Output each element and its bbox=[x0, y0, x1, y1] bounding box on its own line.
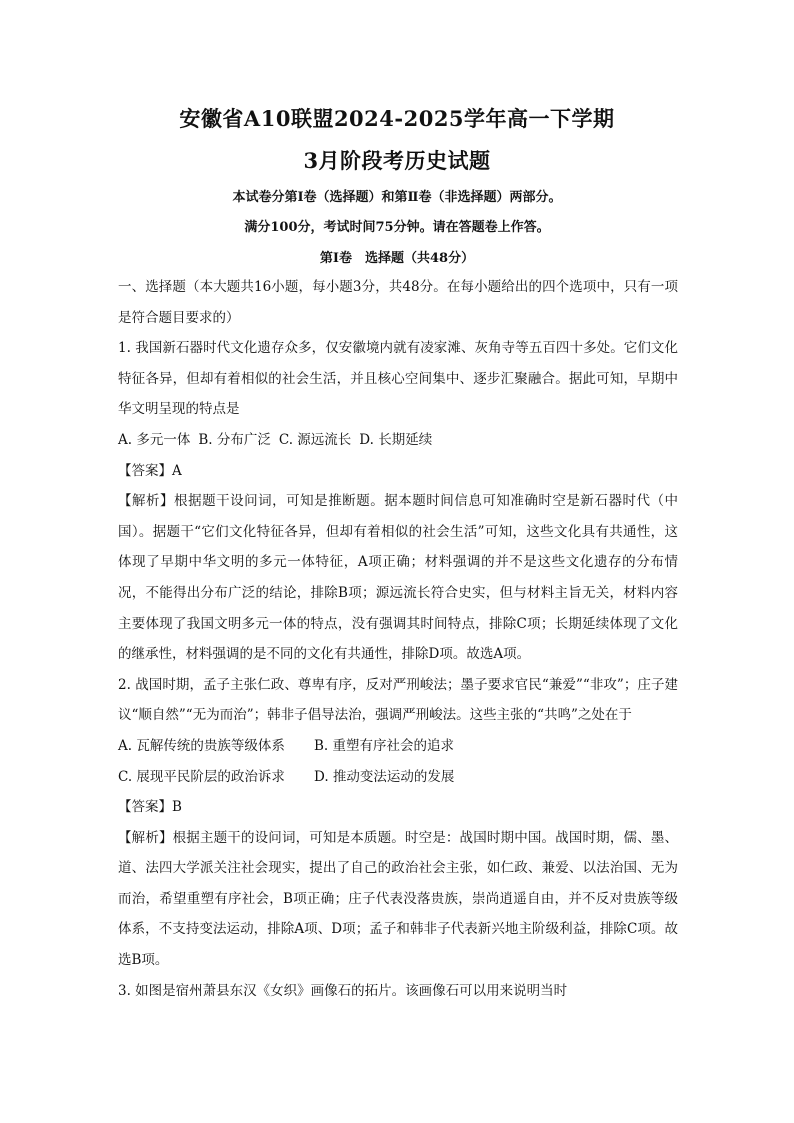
question-2-options-row1 bbox=[118, 731, 678, 762]
document-body bbox=[118, 272, 678, 1006]
question-1-option-d: D. 长期延续 bbox=[359, 431, 433, 448]
question-2-stem: 2. 战国时期，孟子主张仁政、尊卑有序，反对严刑峻法；墨子要求官民“兼爱”“非攻”；庄子建议“顺自然”“无为而治”；韩非子倡导法治，强调严刑峻法。这些主张的“共鸣”之处在于 bbox=[118, 676, 678, 724]
question-2-option-c: C. 展现平民阶层的政治诉求 bbox=[118, 768, 285, 785]
question-2-options-row2 bbox=[118, 762, 678, 793]
document-title-line2: 3月阶段考历史试题 bbox=[303, 148, 491, 173]
question-1-analysis: 【解析】根据题干设问词，可知是推断题。据本题时间信息可知准确时空是新石器时代（中国）。据题干“它们文化特征各异，但却有着相似的社会生活”可知，这些文化具有共通性，这体现了早期中华文明的多元一体特征，A项正确；材料强调的并不是这些文化遗存的分布情况，不能得出分布广泛的结论，排除B项；源远流长符合史实，但与材料主旨无关，材料内容主要体现了我国文明多元一体的特点，没有强调其时间特点，排除C项；长期延续体现了文化的继承性，材料强调的是不同的文化有共通性，排除D项。故选A项。 bbox=[118, 493, 678, 663]
part-title: 第Ⅰ卷 选择题（共48分） bbox=[319, 251, 475, 266]
question-1-option-a: A. 多元一体 bbox=[118, 431, 191, 448]
exam-note-line1: 本试卷分第Ⅰ卷（选择题）和第Ⅱ卷（非选择题）两部分。 bbox=[232, 190, 562, 205]
question-1-option-c: C. 源远流长 bbox=[278, 431, 352, 448]
exam-note-line2: 满分100分，考试时间75分钟。请在答题卷上作答。 bbox=[244, 220, 550, 235]
section-intro: 一、选择题（本大题共16小题，每小题3分，共48分。在每小题给出的四个选项中，只有一项是符合题目要求的） bbox=[118, 279, 678, 326]
question-2-answer: 【答案】B bbox=[118, 799, 182, 816]
question-1-stem: 1. 我国新石器时代文化遗存众多，仅安徽境内就有凌家滩、灰角寺等五百四十多处。它们文化特征各异，但却有着相似的社会生活，并且核心空间集中、逐步汇聚融合。据此可知，早期中华文明呈现的特点是 bbox=[118, 340, 678, 418]
question-1-options bbox=[118, 425, 678, 456]
question-2-analysis: 【解析】根据主题干的设问词，可知是本质题。时空是：战国时期中国。战国时期，儒、墨、道、法四大学派关注社会现实，提出了自己的政治社会主张，如仁政、兼爱、以法治国、无为而治，希望重塑有序社会，B项正确；庄子代表没落贵族，崇尚逍遥自由，并不反对贵族等级体系，不支持变法运动，排除A项、D项；孟子和韩非子代表新兴地主阶级利益，排除C项。故选B项。 bbox=[118, 829, 678, 969]
question-1-option-b: B. 分布广泛 bbox=[198, 431, 271, 448]
question-2-option-d: D. 推动变法运动的发展 bbox=[314, 768, 455, 785]
question-1-answer: 【答案】A bbox=[118, 462, 182, 479]
document-title-line1: 安徽省A10联盟2024-2025学年高一下学期 bbox=[179, 106, 615, 131]
question-3-stem: 3. 如图是宿州萧县东汉《女织》画像石的拓片。该画像石可以用来说明当时 bbox=[118, 982, 568, 999]
question-2-option-b: B. 重塑有序社会的追求 bbox=[314, 737, 455, 754]
question-2-option-a: A. 瓦解传统的贵族等级体系 bbox=[118, 737, 285, 754]
